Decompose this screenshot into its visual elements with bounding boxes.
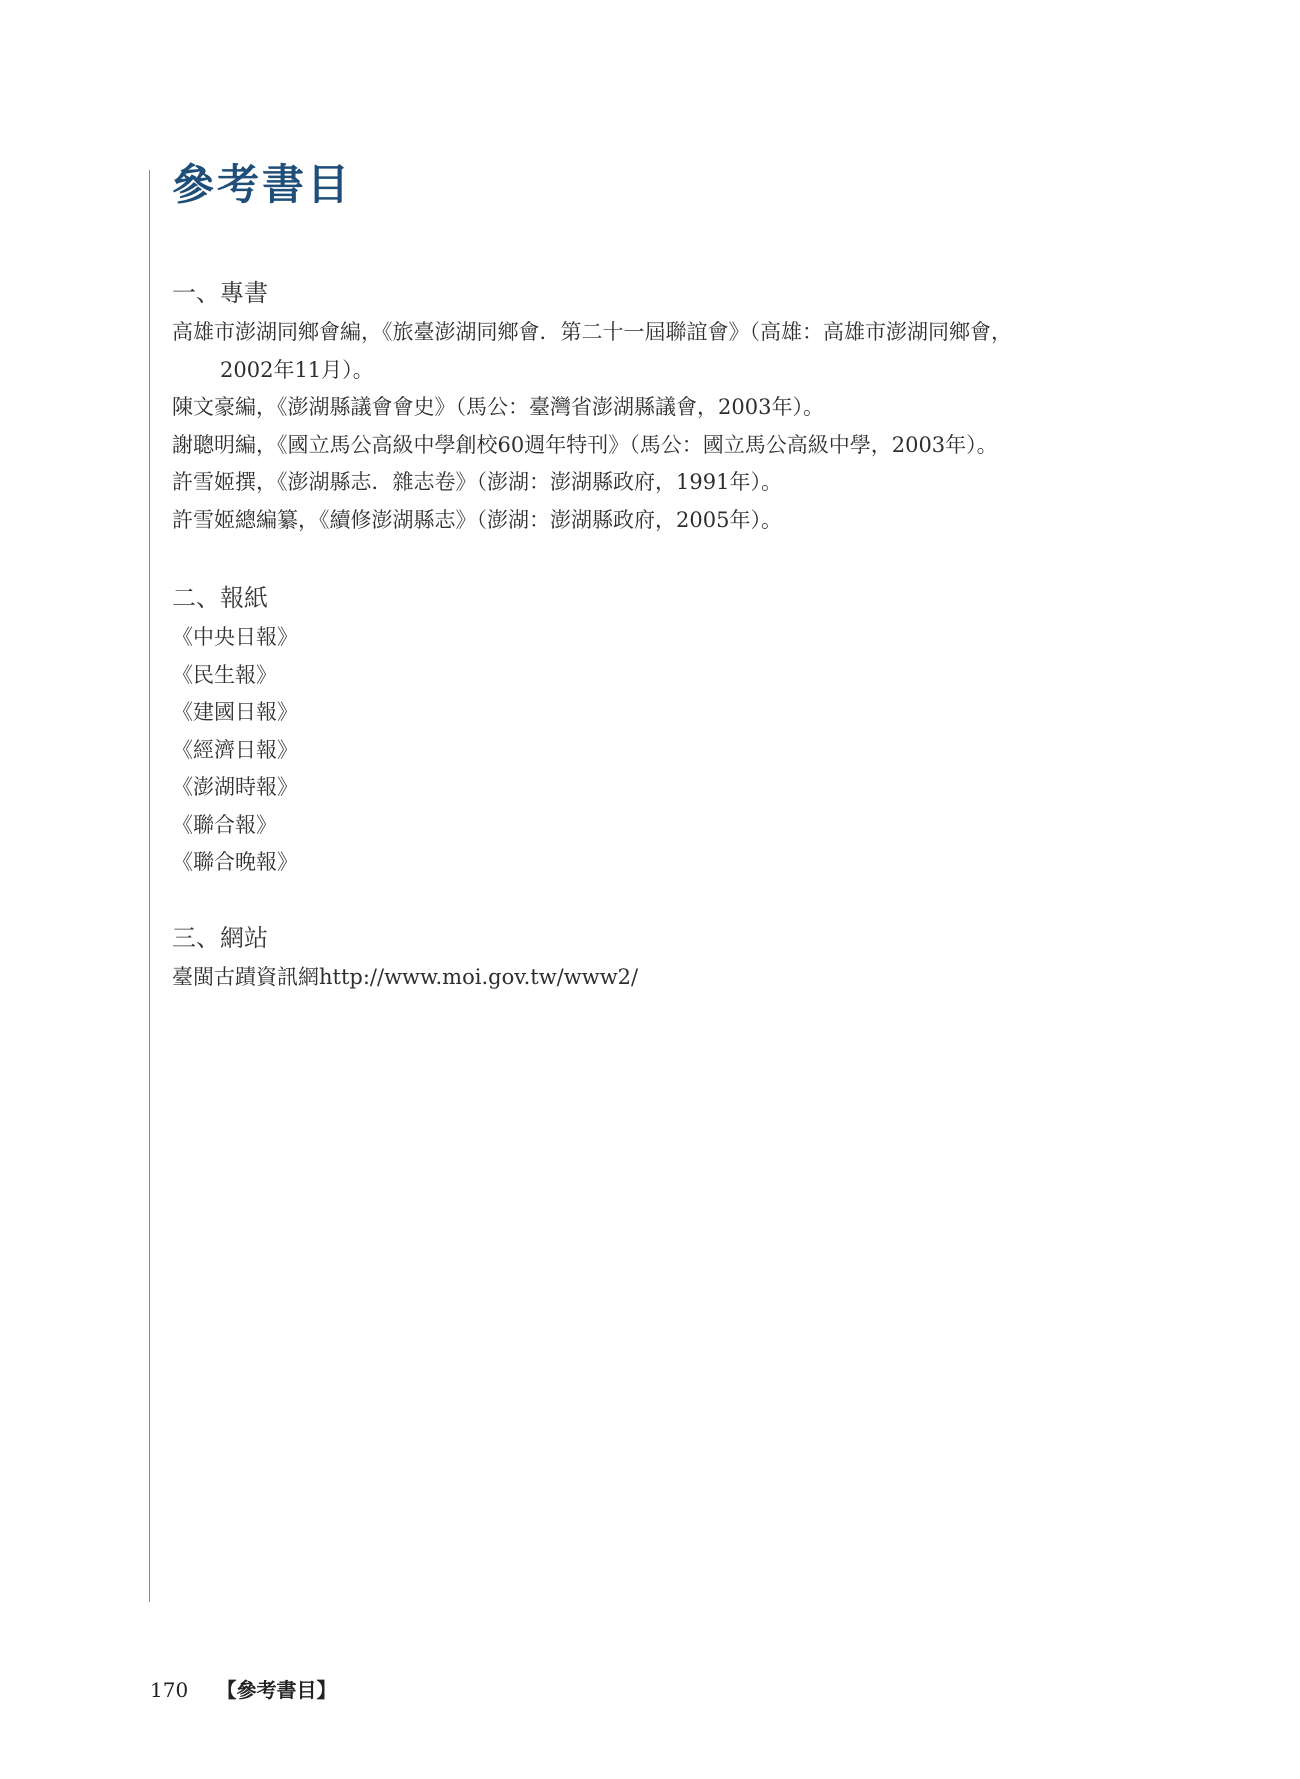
page-number: 170 (150, 1678, 189, 1702)
page-footer (150, 1674, 337, 1703)
website-entry: 臺閩古蹟資訊網http://www.moi.gov.tw/www2/ (172, 965, 639, 989)
newspaper-entry: 《經濟日報》 (172, 737, 298, 762)
bibliography-entry (172, 314, 1172, 389)
newspaper-entry: 《澎湖時報》 (172, 775, 298, 799)
newspaper-entry: 《中央日報》 (172, 625, 298, 649)
bibliography-entry: 陳文豪編，《澎湖縣議會會史》（馬公：臺灣省澎湖縣議會，2003年）。 (172, 395, 824, 419)
entry-text-continued: 2002年11月）。 (220, 357, 374, 382)
section-newspapers (172, 581, 1172, 882)
section-heading: 三、網站 (172, 924, 268, 952)
section-heading: 二、報紙 (172, 584, 268, 612)
section-monographs (172, 276, 1172, 539)
newspaper-entry: 《聯合晚報》 (172, 850, 298, 874)
page-title: 參考書目 (172, 160, 353, 209)
bibliography-entry: 許雪姬總編纂，《續修澎湖縣志》（澎湖：澎湖縣政府，2005年）。 (172, 507, 782, 532)
section-heading: 一、專書 (172, 279, 268, 307)
entry-text: 高雄市澎湖同鄉會編，《旅臺澎湖同鄉會．第二十一屆聯誼會》（高雄：高雄市澎湖同鄉會， (172, 320, 1012, 344)
section-websites (172, 921, 1172, 997)
margin-rule (149, 170, 150, 1602)
bibliography-entry: 謝聰明編，《國立馬公高級中學創校60週年特刊》（馬公：國立馬公高級中學，2003年）。 (172, 432, 998, 457)
running-head: 【參考書目】 (216, 1678, 337, 1702)
newspaper-entry: 《建國日報》 (172, 700, 298, 724)
newspaper-entry: 《聯合報》 (172, 812, 277, 837)
bibliography-entry: 許雪姬撰，《澎湖縣志．雜志卷》（澎湖：澎湖縣政府，1991年）。 (172, 470, 782, 494)
newspaper-entry: 《民生報》 (172, 662, 277, 687)
